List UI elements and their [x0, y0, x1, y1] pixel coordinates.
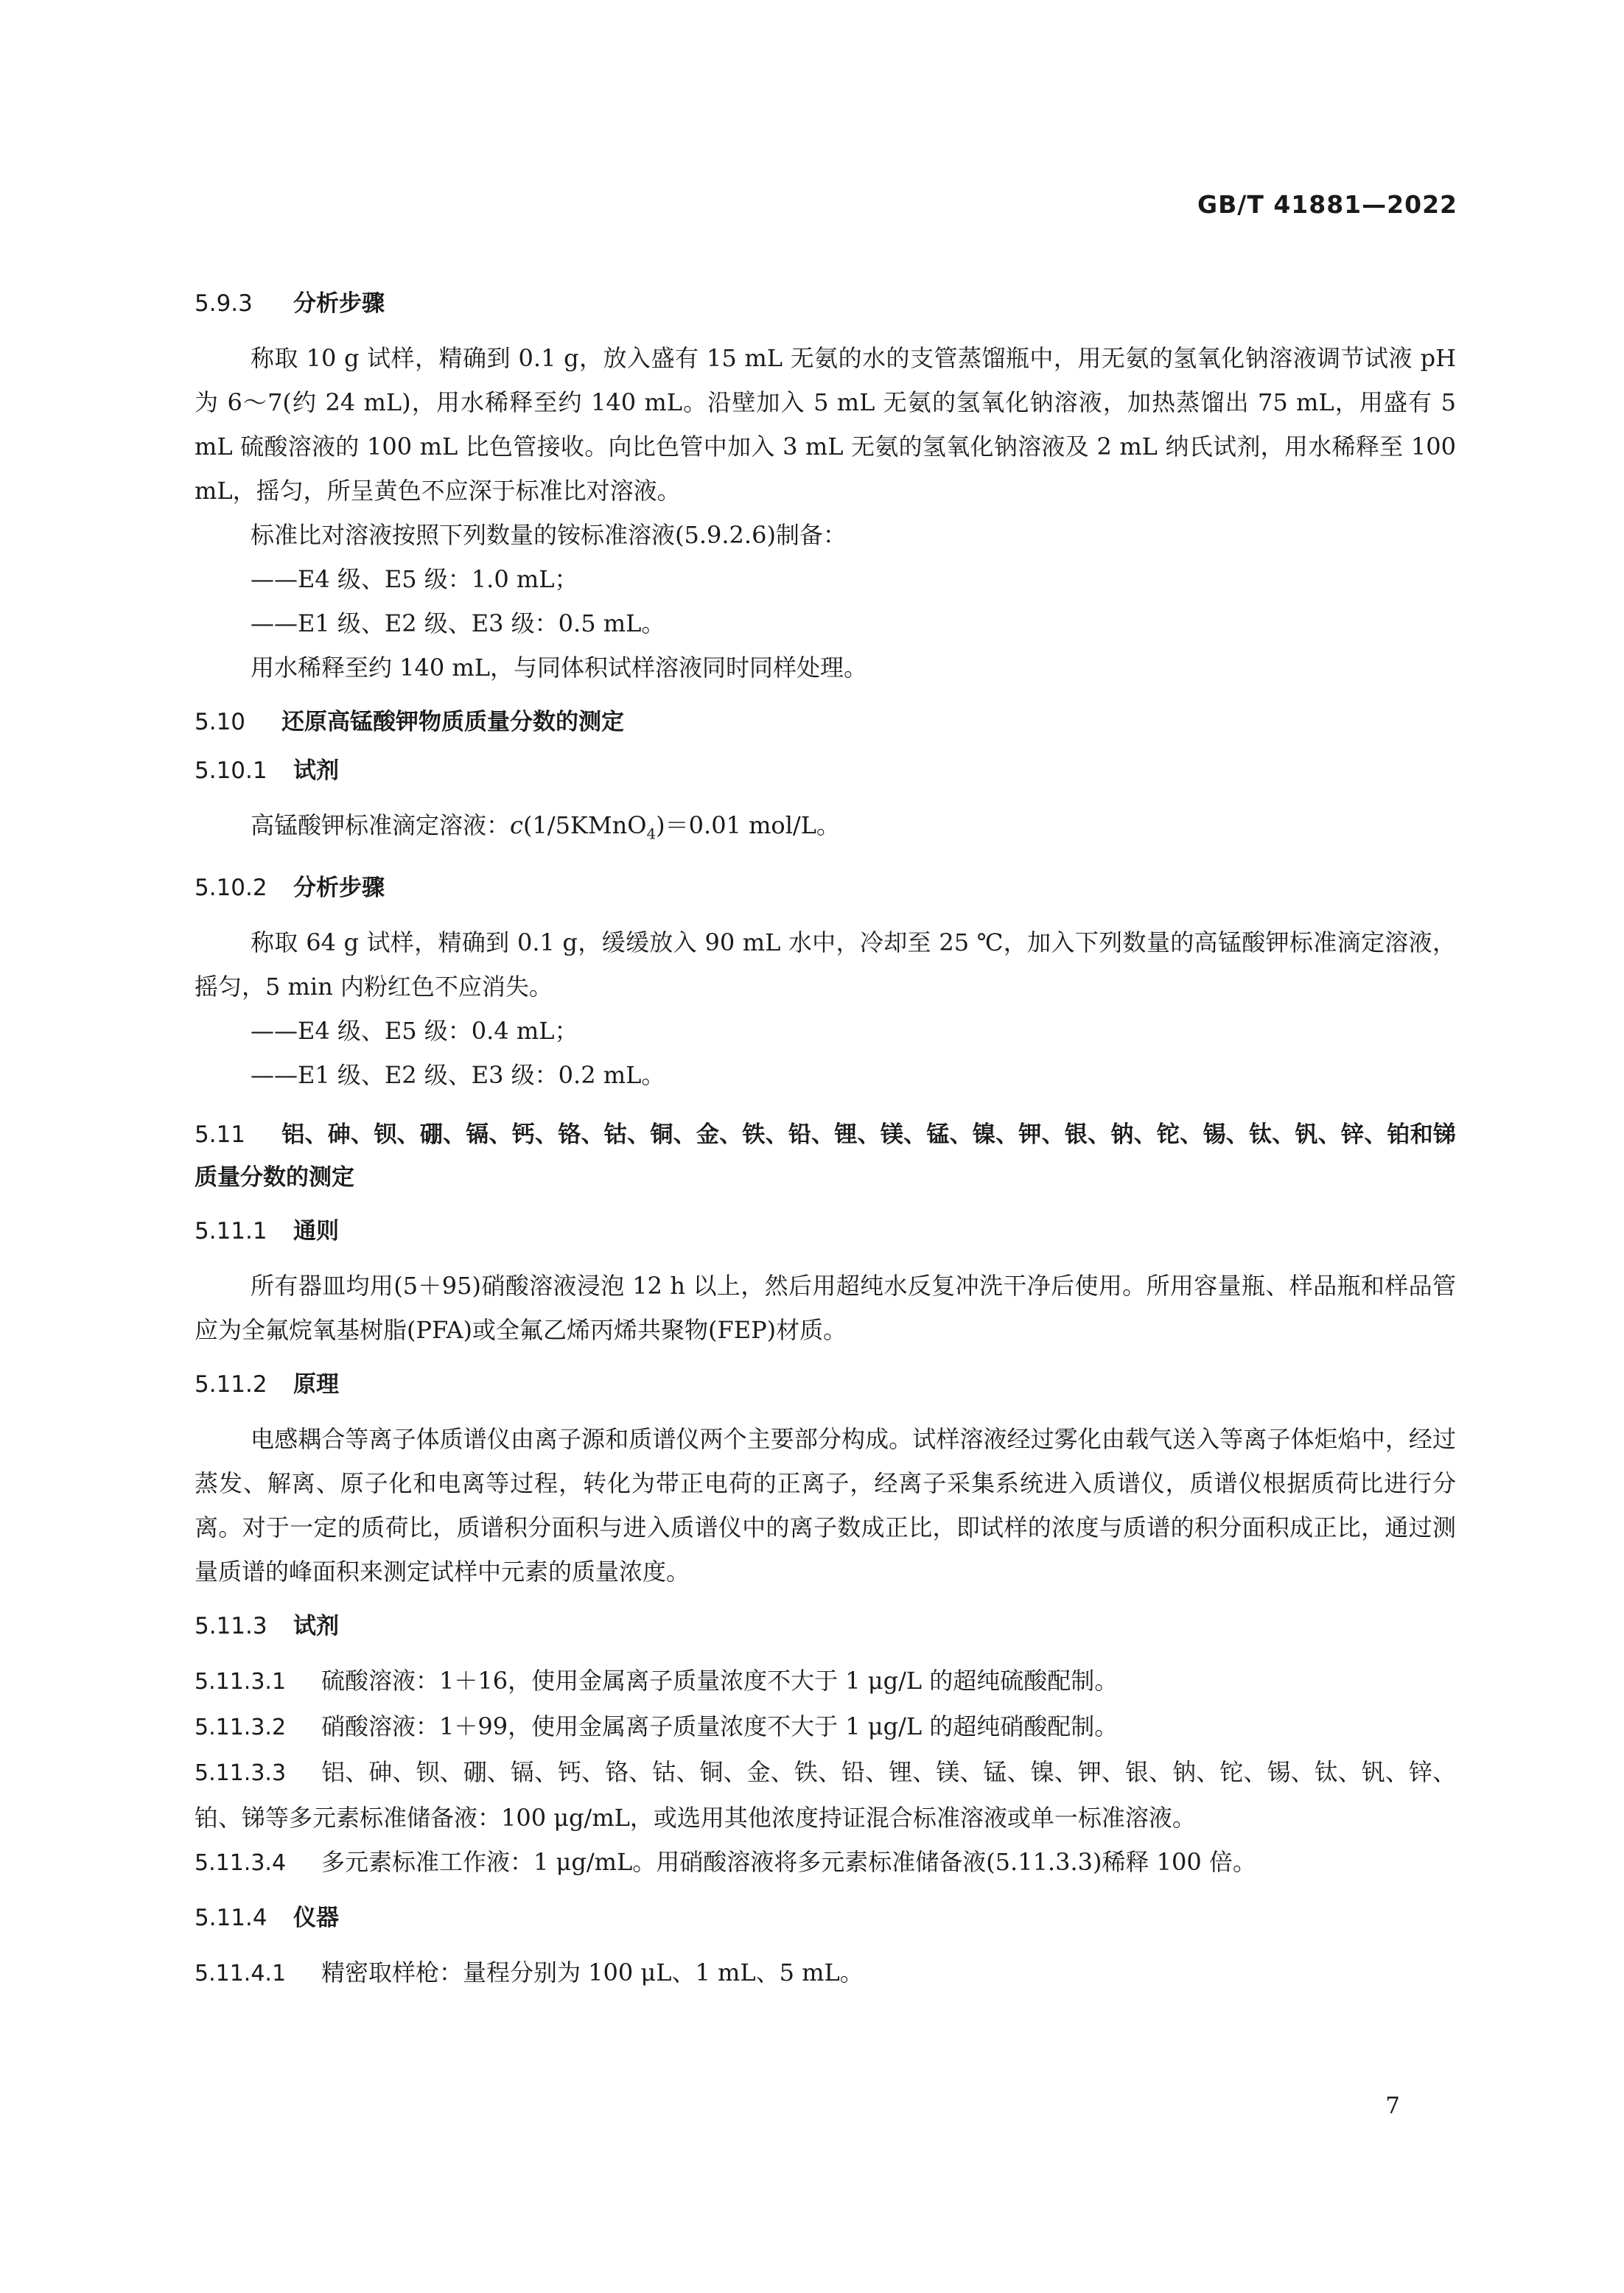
- heading-5-9-3: 5.9.3 分析步骤: [195, 290, 385, 317]
- heading-5-11-2: 5.11.2 原理: [195, 1371, 339, 1398]
- paragraph: 所有器皿均用(5＋95)硝酸溶液浸泡 12 h 以上，然后用超纯水反复冲洗干净后使用。所用容量瓶、样品瓶和样品管应为全氟烷氧基树脂(PFA)或全氟乙烯丙烯共聚物(FEP)材质。: [195, 1272, 1456, 1345]
- heading-5-11-1: 5.11.1 通则: [195, 1218, 339, 1245]
- standard-code: GB/T 41881—2022: [1197, 190, 1457, 219]
- heading-5-11-3: 5.11.3 试剂: [195, 1613, 339, 1640]
- paragraph: 用水稀释至约 140 mL，与同体积试样溶液同时同样处理。: [251, 654, 868, 682]
- list-item: ——E1 级、E2 级、E3 级：0.2 mL。: [251, 1061, 665, 1090]
- heading-5-11: 5.11 铝、砷、钡、硼、镉、钙、铬、钴、铜、金、铁、铅、锂、镁、锰、镍、钾、银、钠、铊、锡、钛、钒、锌、铂和锑质量分数的测定: [195, 1121, 1456, 1191]
- heading-5-10: 5.10 还原高锰酸钾物质质量分数的测定: [195, 709, 624, 735]
- paragraph: 高锰酸钾标准滴定溶液：c(1/5KMnO$_4$)＝0.01 mol/L。: [251, 811, 840, 843]
- page-number: 7: [1385, 2093, 1400, 2119]
- document-body: [195, 287, 1456, 1996]
- paragraph: 电感耦合等离子体质谱仪由离子源和质谱仪两个主要部分构成。试样溶液经过雾化由载气送入等离子体炬焰中，经过蒸发、解离、原子化和电离等过程，转化为带正电荷的正离子，经离子采集系统进入质谱仪，质谱仪根据质荷比进行分离。对于一定的质荷比，质谱积分面积与进入质谱仪中的离子数成正比，即试样的浓度与质谱的积分面积成正比，通过测量质谱的峰面积来测定试样中元素的质量浓度。: [195, 1425, 1456, 1586]
- list-item: ——E1 级、E2 级、E3 级：0.5 mL。: [251, 609, 665, 637]
- numbered-item: 5.11.3.1 硫酸溶液：1＋16，使用金属离子质量浓度不大于 1 μg/L 的超纯硫酸配制。: [195, 1667, 1119, 1695]
- paragraph: 称取 64 g 试样，精确到 0.1 g，缓缓放入 90 mL 水中，冷却至 25 ℃，加入下列数量的高锰酸钾标准滴定溶液，摇匀，5 min 内粉红色不应消失。: [195, 928, 1456, 1001]
- paragraph: 称取 10 g 试样，精确到 0.1 g，放入盛有 15 mL 无氨的水的支管蒸馏瓶中，用无氨的氢氧化钠溶液调节试液 pH 为 6～7(约 24 mL)，用水稀释至约 140 mL。沿壁加入 5 mL 无氨的氢氧化钠溶液，加热蒸馏出 75 mL，用盛有 5 mL 硫酸溶液的 100 mL 比色管接收。向比色管中加入 3 mL 无氨的氢氧化钠溶液及 2 mL 纳氏试剂，用水稀释至 100 mL，摇匀，所呈黄色不应深于标准比对溶液。: [195, 344, 1456, 505]
- list-item: ——E4 级、E5 级：0.4 mL；: [251, 1017, 578, 1046]
- heading-5-10-1: 5.10.1 试剂: [195, 757, 339, 784]
- heading-5-11-4: 5.11.4 仪器: [195, 1905, 339, 1932]
- numbered-item: 5.11.4.1 精密取样枪：量程分别为 100 μL、1 mL、5 mL。: [195, 1958, 864, 1987]
- heading-5-10-2: 5.10.2 分析步骤: [195, 875, 385, 902]
- numbered-item: 5.11.3.4 多元素标准工作液：1 μg/mL。用硝酸溶液将多元素标准储备液(5.11.3.3)稀释 100 倍。: [195, 1848, 1256, 1877]
- numbered-item: 5.11.3.3 铝、砷、钡、硼、镉、钙、铬、钴、铜、金、铁、铅、锂、镁、锰、镍、钾、银、钠、铊、锡、钛、钒、锌、铂、锑等多元素标准储备液：100 μg/mL，或选用其他浓度持证混合标准溶液或单一标准溶液。: [195, 1758, 1456, 1832]
- paragraph: 标准比对溶液按照下列数量的铵标准溶液(5.9.2.6)制备：: [251, 521, 847, 549]
- numbered-item: 5.11.3.2 硝酸溶液：1＋99，使用金属离子质量浓度不大于 1 μg/L 的超纯硝酸配制。: [195, 1712, 1119, 1741]
- list-item: ——E4 级、E5 级：1.0 mL；: [251, 565, 578, 593]
